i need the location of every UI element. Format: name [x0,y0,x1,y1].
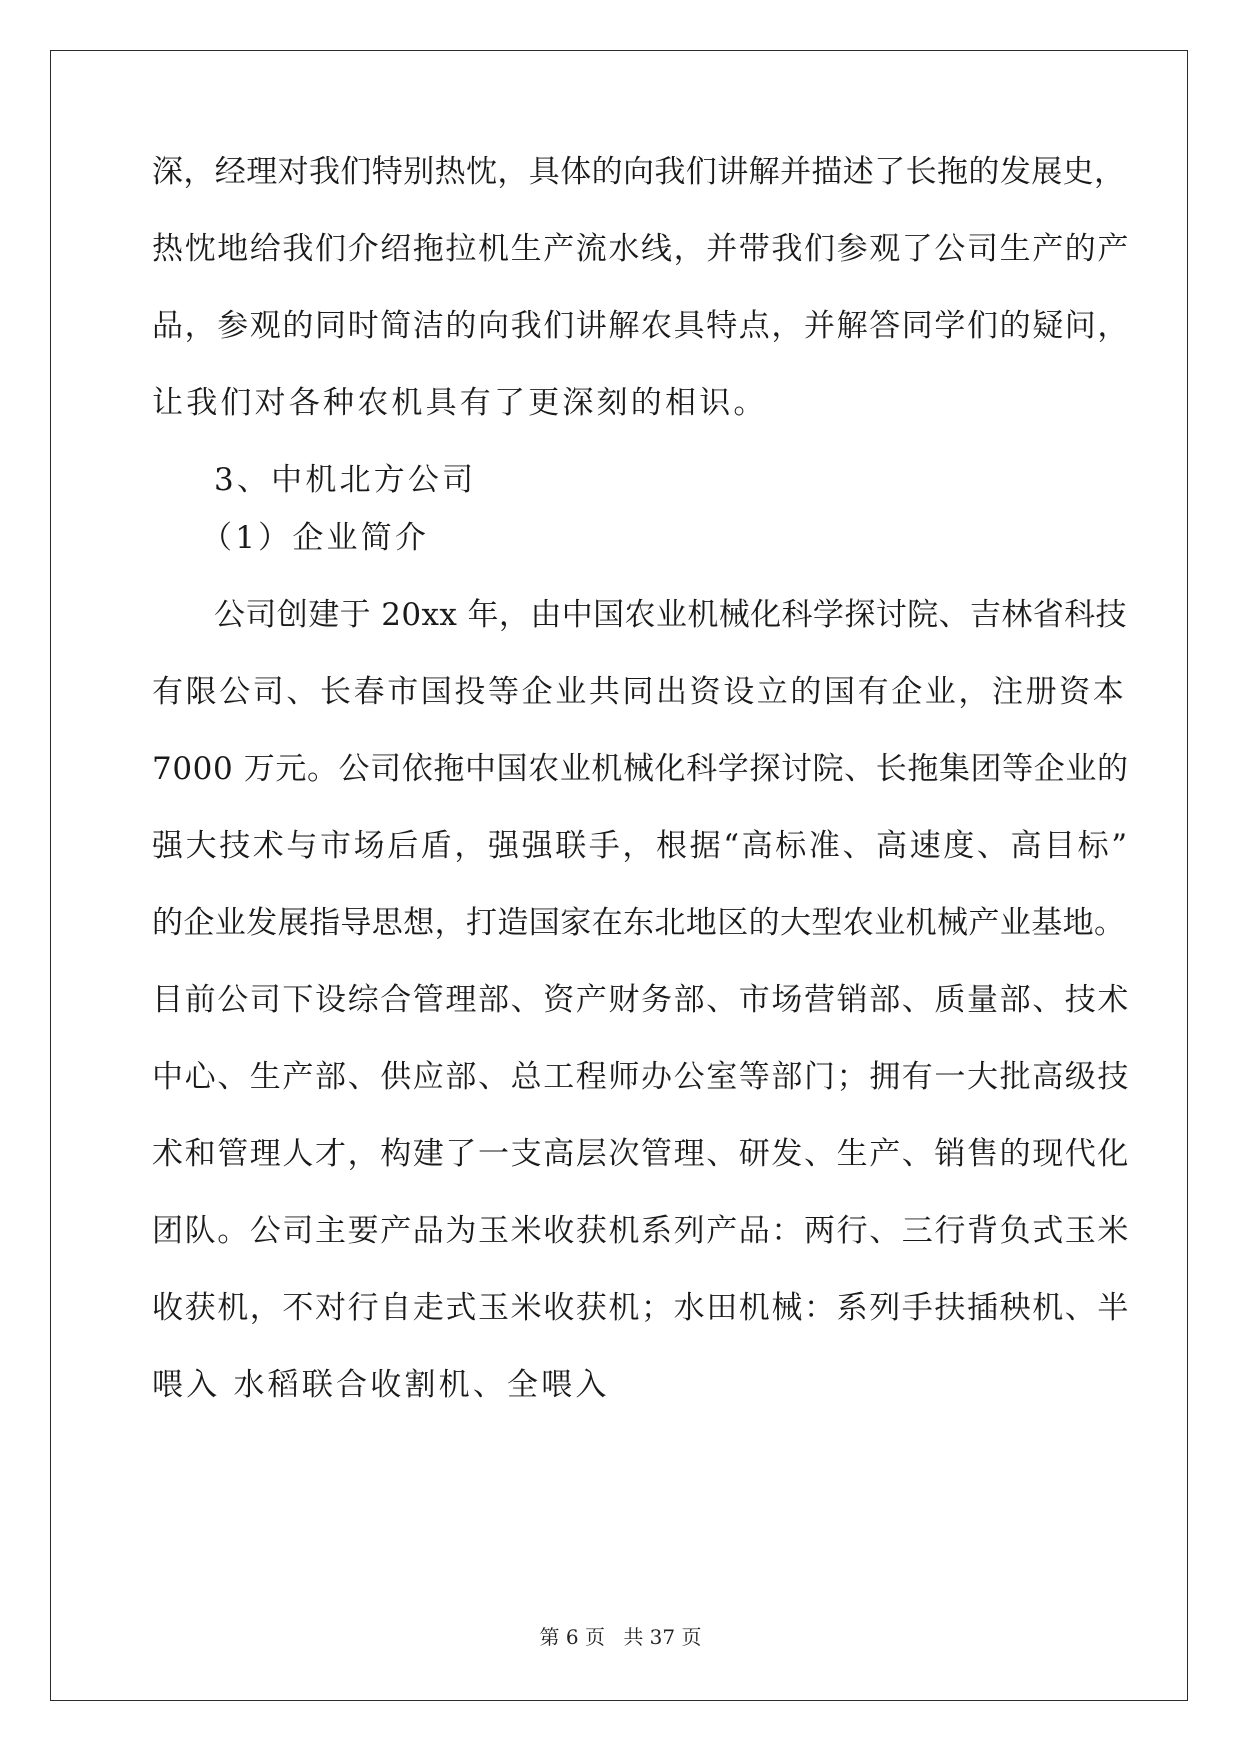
body-text-line: 公司创建于 20xx 年，由中国农业机械化科学探讨院、吉林省科技 [214,597,1127,633]
body-text-line: 深，经理对我们特别热忱，具体的向我们讲解并描述了长拖的发展史， [152,154,1126,190]
page-total: 共 37 页 [623,1625,702,1649]
body-text-line: 收获机，不对行自走式玉米收获机；水田机械：系列手扶插秧机、半 [152,1290,1130,1326]
body-text-line: 有限公司、长春市国投等企业共同出资设立的国有企业，注册资本 [152,674,1127,710]
body-text-line: 热忱地给我们介绍拖拉机生产流水线，并带我们参观了公司生产的产 [152,231,1130,267]
body-text-line: 品，参观的同时简洁的向我们讲解农具特点，并解答同学们的疑问， [152,308,1130,344]
page-number: 第 6 页 [539,1625,605,1649]
subsection-heading: （1）企业简介 [201,520,430,556]
body-text-line: 让我们对各种农机具有了更深刻的相识。 [152,385,768,421]
body-text-line: 7000 万元。公司依拖中国农业机械化科学探讨院、长拖集团等企业的 [152,751,1129,787]
body-text-line: 的企业发展指导思想，打造国家在东北地区的大型农业机械产业基地。 [152,905,1126,941]
body-text-line: 术和管理人才，构建了一支高层次管理、研发、生产、销售的现代化 [152,1136,1130,1172]
page-footer [0,1625,1241,1649]
body-text-line: 喂入 水稻联合收割机、全喂入 [152,1367,610,1403]
body-text-line: 中心、生产部、供应部、总工程师办公室等部门；拥有一大批高级技 [152,1059,1130,1095]
body-text-line: 目前公司下设综合管理部、资产财务部、市场营销部、质量部、技术 [152,982,1130,1018]
page-border [50,50,1188,1701]
body-text-line: 强大技术与市场后盾，强强联手，根据“高标准、高速度、高目标” [152,828,1130,864]
section-heading: 3、中机北方公司 [214,462,477,498]
body-text-line: 团队。公司主要产品为玉米收获机系列产品：两行、三行背负式玉米 [152,1213,1130,1249]
